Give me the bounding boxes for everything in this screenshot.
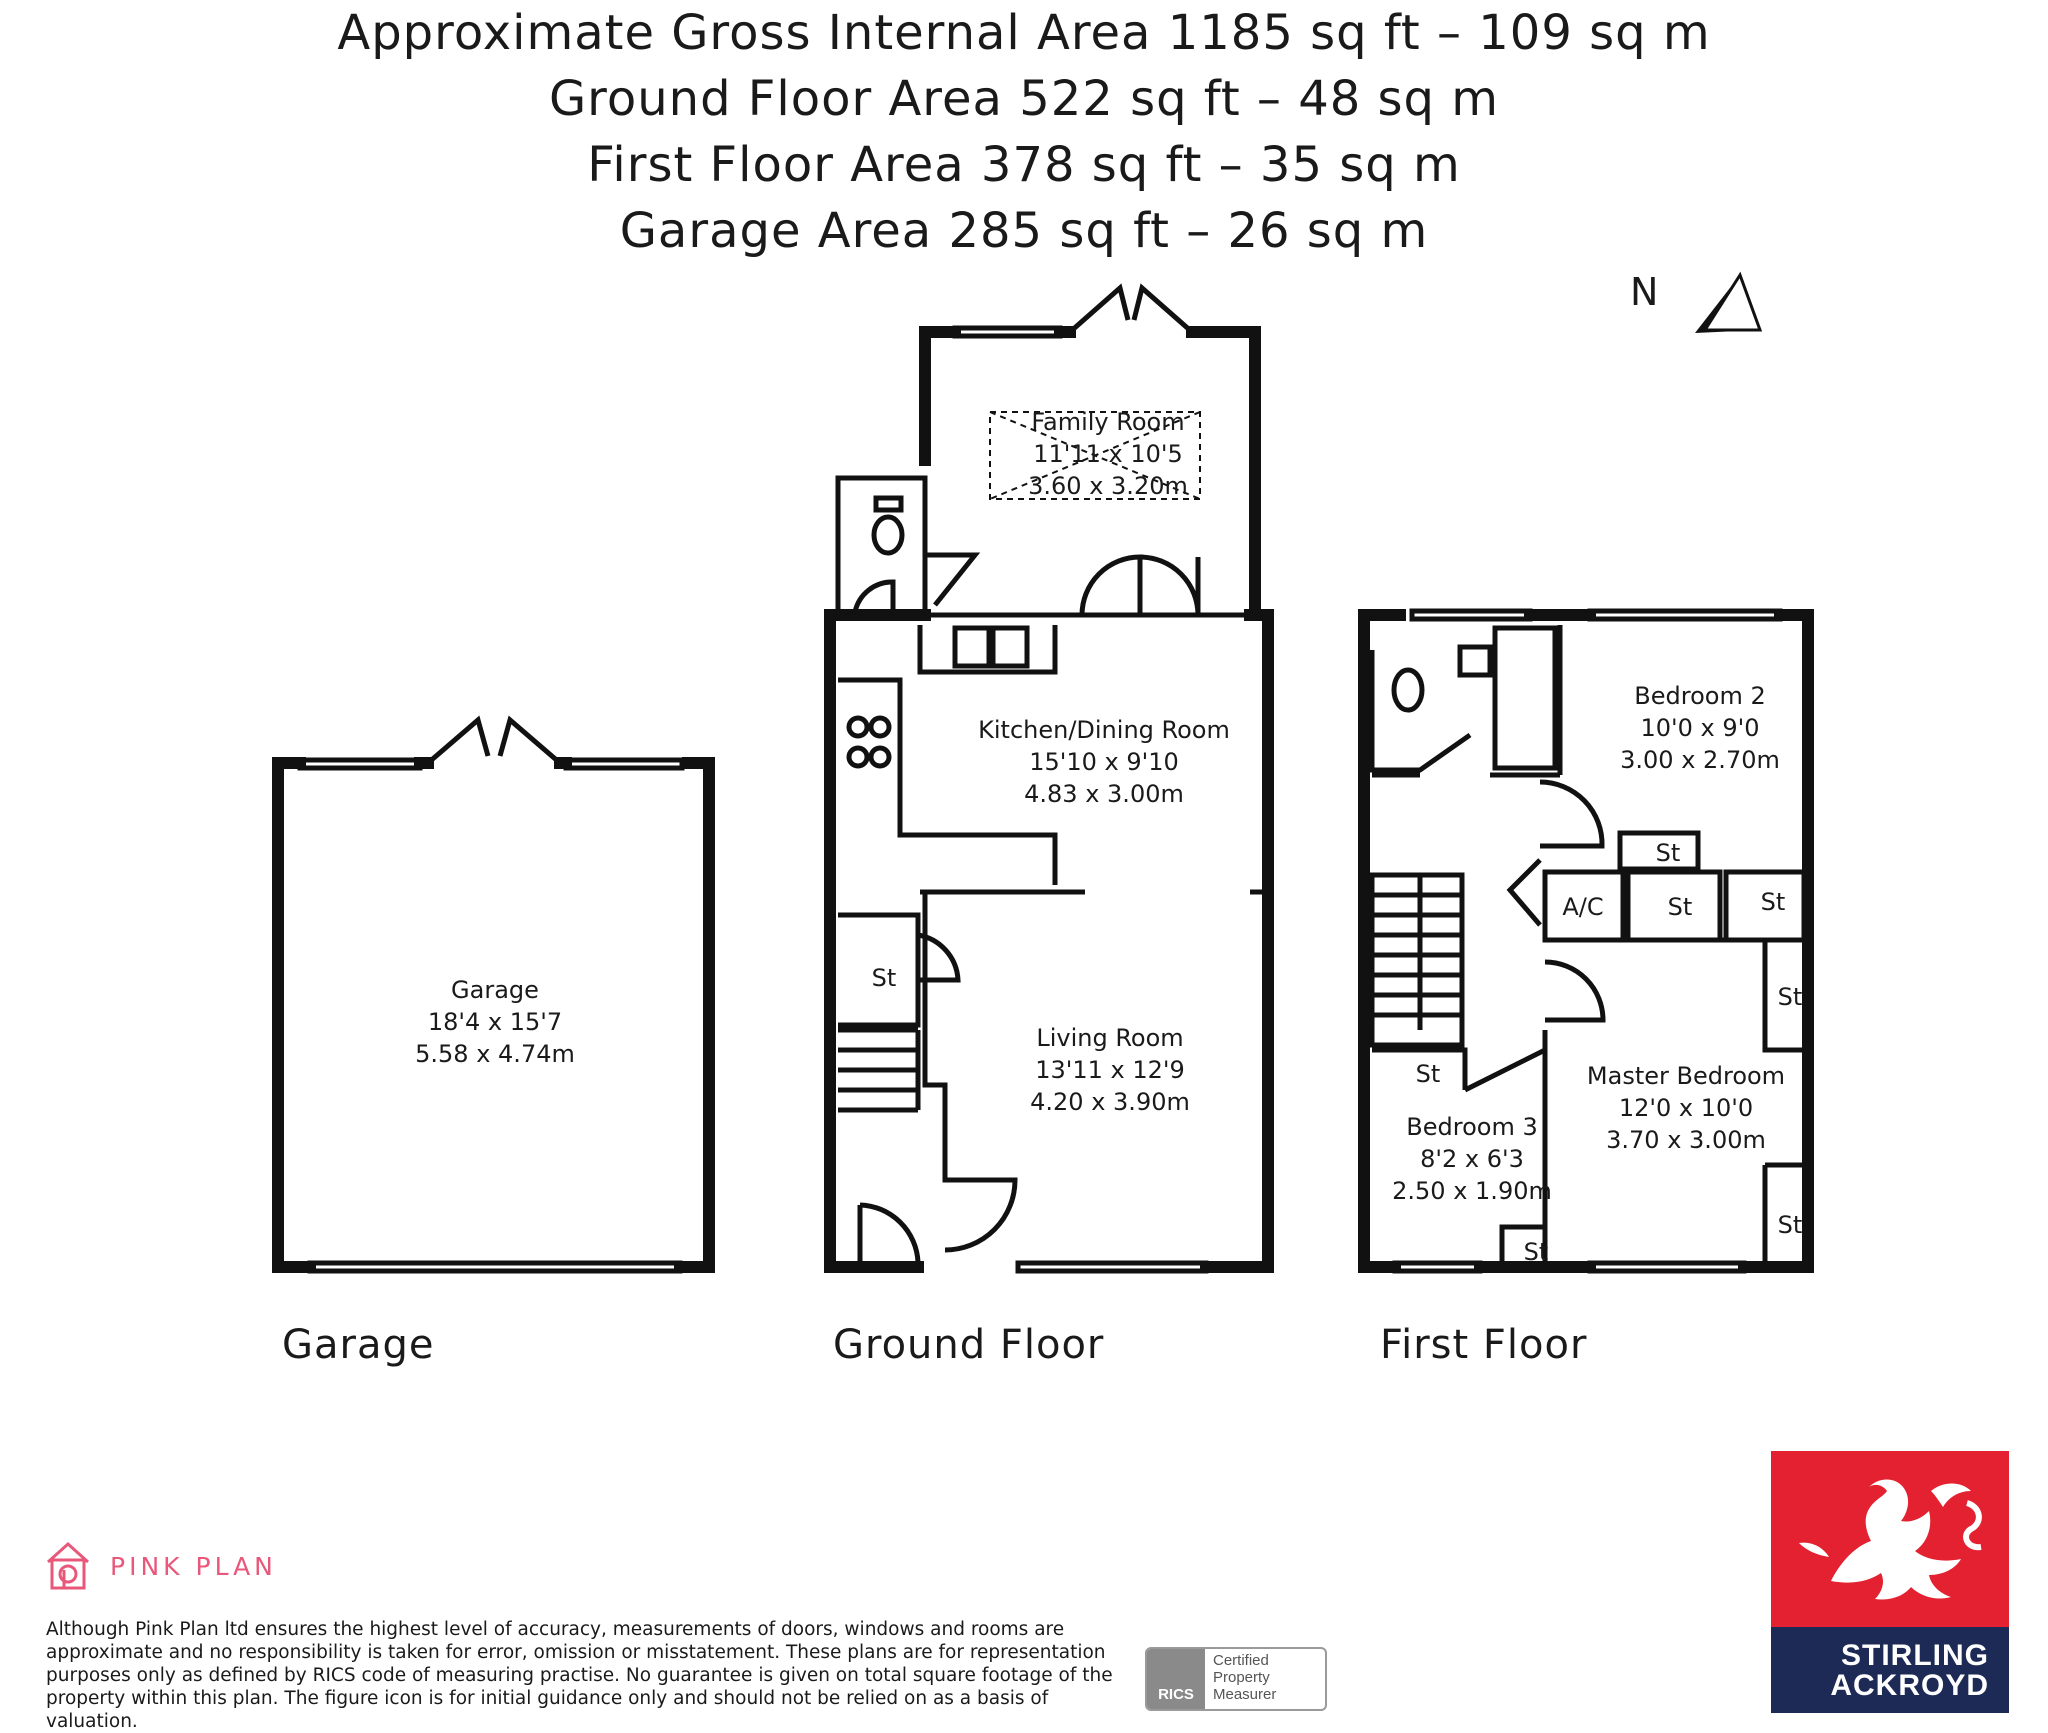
kitchen-room-name: Kitchen/Dining Room (978, 716, 1230, 744)
stirling-ackroyd-logo (1771, 1451, 2009, 1713)
living-room-metric: 4.20 x 3.90m (1030, 1088, 1190, 1116)
rics-line: Certified (1213, 1652, 1269, 1669)
storage-label: St (1523, 1238, 1549, 1266)
bedroom3-metric: 2.50 x 1.90m (1392, 1177, 1552, 1205)
first-area-text: First Floor Area 378 sq ft – 35 sq m (587, 137, 1461, 193)
storage-label: St (1760, 888, 1786, 916)
rics-text (1205, 1649, 1325, 1709)
family-room-imperial: 11'11 x 10'5 (1033, 440, 1183, 468)
gross-area-text: Approximate Gross Internal Area 1185 sq ft – 109 sq m (337, 5, 1711, 61)
master-bedroom-imperial: 12'0 x 10'0 (1618, 1094, 1754, 1122)
family-room-name: Family Room (1031, 408, 1185, 436)
pinkplan-name: PINK PLAN (110, 1551, 277, 1581)
garage-room-metric: 5.58 x 4.74m (415, 1040, 575, 1068)
garage-room-imperial: 18'4 x 15'7 (427, 1008, 563, 1036)
floor-label-first: First Floor (1380, 1322, 1588, 1368)
storage-label: St (1777, 1211, 1803, 1239)
garage-door (310, 1263, 680, 1271)
living-room-name: Living Room (1036, 1024, 1184, 1052)
disclaimer-line: property within this plan. The figure icon is for initial guidance only and should not be relied on as a basis of valuation. (46, 1688, 1049, 1732)
floor-label-garage: Garage (282, 1322, 435, 1368)
kitchen-room-metric: 4.83 x 3.00m (1024, 780, 1184, 808)
garage-door-left (428, 720, 488, 763)
brand-line1: STIRLING (1841, 1639, 1989, 1672)
disclaimer-line: purposes only as defined by RICS code of measuring practise. No guarantee is given on total square footage of the (46, 1665, 1113, 1686)
brand-name-panel (1771, 1627, 2009, 1713)
rics-logo: RICS (1147, 1649, 1205, 1709)
disclaimer (46, 1618, 1126, 1733)
rics-badge (1145, 1647, 1327, 1711)
storage-label: St (1415, 1060, 1441, 1088)
living-room-imperial: 13'11 x 12'9 (1035, 1056, 1185, 1084)
storage-label: St (871, 964, 897, 992)
bedroom3-name: Bedroom 3 (1406, 1113, 1538, 1141)
kitchen-room-imperial: 15'10 x 9'10 (1029, 748, 1179, 776)
storage-label: St (1667, 893, 1693, 921)
storage-label: St (1777, 983, 1803, 1011)
master-bedroom-name: Master Bedroom (1586, 1062, 1786, 1090)
pinkplan-logo-icon (44, 1540, 92, 1592)
master-bedroom-metric: 3.70 x 3.00m (1606, 1126, 1766, 1154)
ground-area-text: Ground Floor Area 522 sq ft – 48 sq m (548, 71, 1500, 127)
family-room-metric: 3.60 x 3.20m (1028, 472, 1188, 500)
disclaimer-line: approximate and no responsibility is taken for error, omission or misstatement. These plans are for representation (46, 1642, 1106, 1663)
rics-line: Measurer (1213, 1686, 1277, 1703)
bedroom2-name: Bedroom 2 (1634, 682, 1766, 710)
floor-label-ground: Ground Floor (833, 1322, 1105, 1368)
brand-line2: ACKROYD (1830, 1669, 1989, 1702)
bedroom2-imperial: 10'0 x 9'0 (1640, 714, 1760, 742)
rics-line: Property (1213, 1669, 1270, 1686)
garage-area-text: Garage Area 285 sq ft – 26 sq m (619, 203, 1429, 259)
pinkplan-brand (44, 1540, 277, 1592)
garage-door-right (500, 720, 560, 763)
storage-label: St (1655, 839, 1681, 867)
airing-cupboard-label: A/C (1562, 893, 1604, 921)
griffin-panel (1771, 1451, 2009, 1627)
bedroom2-metric: 3.00 x 2.70m (1620, 746, 1780, 774)
bedroom3-imperial: 8'2 x 6'3 (1420, 1145, 1524, 1173)
disclaimer-line: Although Pink Plan ltd ensures the highest level of accuracy, measurements of doors, windows and rooms are (46, 1619, 1065, 1640)
compass-arrow (1695, 275, 1760, 333)
griffin-icon (1771, 1451, 2009, 1627)
garage-window-right (566, 760, 682, 768)
garage-room-name: Garage (451, 976, 539, 1004)
north-label: N (1630, 270, 1659, 314)
garage-window-left (300, 760, 420, 768)
